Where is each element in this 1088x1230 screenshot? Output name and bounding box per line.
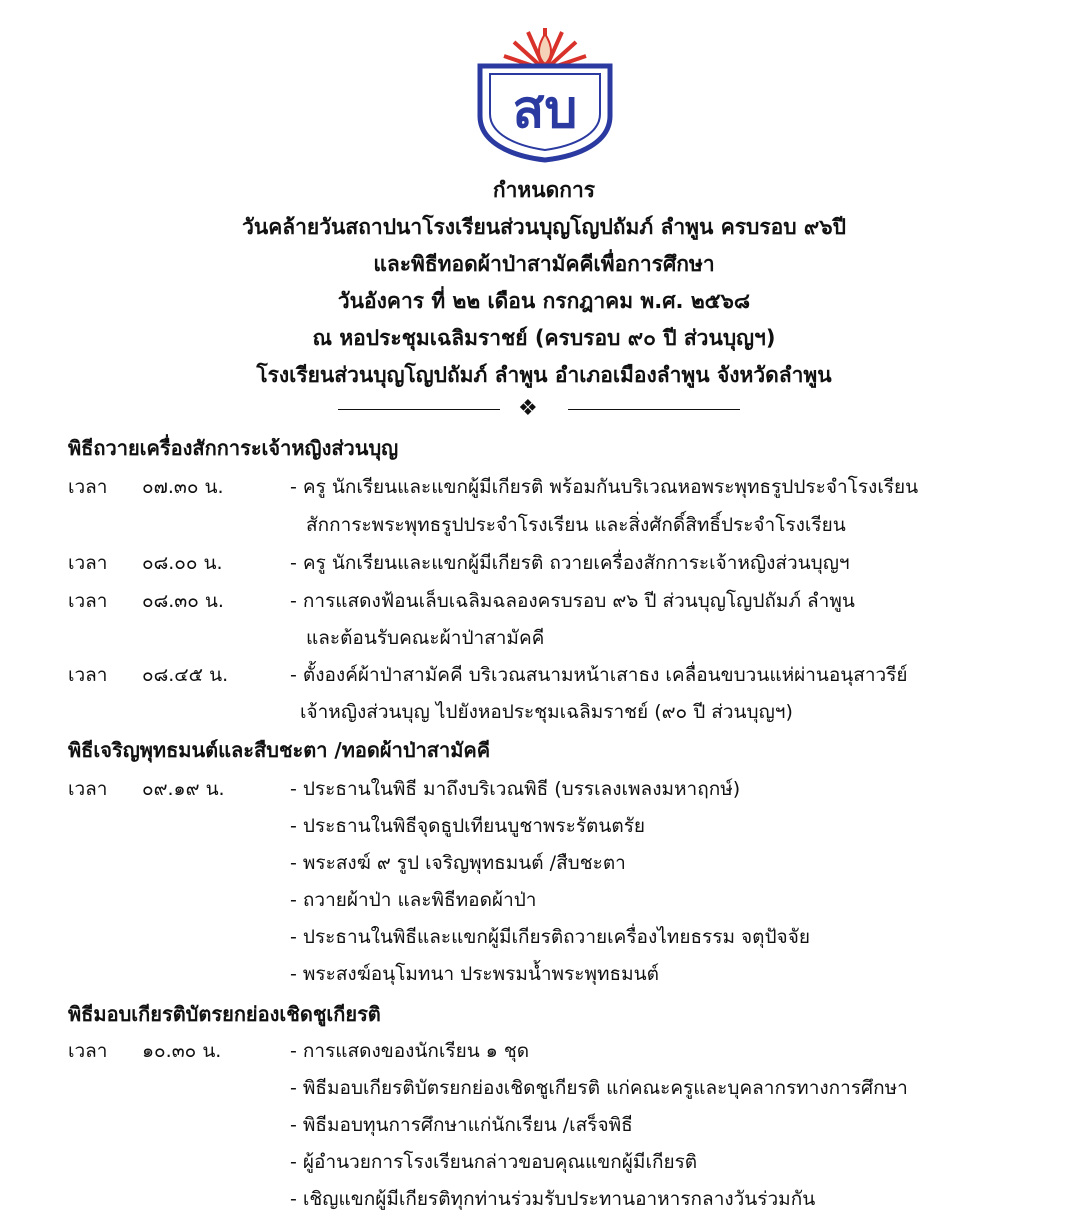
schedule-row [0, 1147, 1088, 1184]
activity-text: - การแสดงของนักเรียน ๑ ชุด [290, 1040, 530, 1062]
schedule-row [0, 774, 1088, 811]
time-label: เวลา [68, 664, 108, 686]
svg-text:สบ: สบ [512, 80, 578, 140]
schedule-row [0, 1073, 1088, 1110]
activity-text: - ประธานในพิธีจุดธูปเทียนบูชาพระรัตนตรัย [290, 815, 646, 837]
ornament-icon: ❖ [518, 396, 538, 421]
school-crest-icon [470, 14, 620, 164]
schedule-row [0, 1110, 1088, 1147]
schedule-row [0, 660, 1088, 697]
activity-text: - ถวายผ้าป่า และพิธีทอดผ้าป่า [290, 889, 537, 911]
time-value: ๐๙.๑๙ น. [142, 778, 225, 800]
section-title: พิธีเจริญพุทธมนต์และสืบชะตา /ทอดผ้าป่าสามัคคี [68, 738, 491, 762]
time-value: ๐๗.๓๐ น. [142, 476, 224, 498]
section-title: พิธีถวายเครื่องสักการะเจ้าหญิงส่วนบุญ [68, 436, 399, 460]
schedule-row [0, 848, 1088, 885]
schedule-row [0, 472, 1088, 509]
activity-text: - ผู้อำนวยการโรงเรียนกล่าวขอบคุณแขกผู้มีเกียรติ [290, 1151, 698, 1173]
schedule-row [0, 1184, 1088, 1221]
activity-text: - พิธีมอบเกียรติบัตรยกย่องเชิดชูเกียรติ แก่คณะครูและบุคลากรทางการศึกษา [290, 1077, 908, 1099]
activity-text: - การแสดงฟ้อนเล็บเฉลิมฉลองครบรอบ ๙๖ ปี ส่วนบุญโญปถัมภ์ ลำพูน [290, 590, 855, 612]
schedule-row [0, 811, 1088, 848]
header-school: โรงเรียนส่วนบุญโญปถัมภ์ ลำพูน อำเภอเมืองลำพูน จังหวัดลำพูน [256, 363, 832, 387]
divider-line-left [338, 409, 500, 410]
activity-continuation: เจ้าหญิงส่วนบุญ ไปยังหอประชุมเฉลิมราชย์ (๙๐ ปี ส่วนบุญฯ) [300, 701, 793, 723]
activity-text: - เชิญแขกผู้มีเกียรติทุกท่านร่วมรับประทานอาหารกลางวันร่วมกัน [290, 1188, 816, 1210]
activity-text: - ประธานในพิธีและแขกผู้มีเกียรติถวายเครื่องไทยธรรม จตุปัจจัย [290, 926, 810, 948]
section-title: พิธีมอบเกียรติบัตรยกย่องเชิดชูเกียรติ [68, 1002, 381, 1026]
activity-text: - ครู นักเรียนและแขกผู้มีเกียรติ พร้อมกันบริเวณหอพระพุทธรูปประจำโรงเรียน [290, 476, 919, 498]
schedule-row [0, 1036, 1088, 1073]
header-ceremony: และพิธีทอดผ้าป่าสามัคคีเพื่อการศึกษา [373, 252, 715, 276]
time-value: ๑๐.๓๐ น. [142, 1040, 222, 1062]
activity-text: - พระสงฆ์ ๙ รูป เจริญพุทธมนต์ /สืบชะตา [290, 852, 626, 874]
activity-continuation: สักการะพระพุทธรูปประจำโรงเรียน และสิ่งศักดิ์สิทธิ์ประจำโรงเรียน [306, 514, 846, 536]
header-title: กำหนดการ [492, 178, 596, 202]
activity-text: - ครู นักเรียนและแขกผู้มีเกียรติ ถวายเครื่องสักการะเจ้าหญิงส่วนบุญฯ [290, 552, 850, 574]
schedule-row [0, 548, 1088, 585]
header-date: วันอังคาร ที่ ๒๒ เดือน กรกฎาคม พ.ศ. ๒๕๖๘ [337, 289, 751, 313]
schedule-row [0, 885, 1088, 922]
school-logo [470, 14, 620, 164]
schedule-row [0, 959, 1088, 996]
time-value: ๐๘.๐๐ น. [142, 552, 223, 574]
time-label: เวลา [68, 1040, 108, 1062]
document-header [0, 172, 1088, 394]
divider [0, 396, 1088, 424]
time-value: ๐๘.๔๕ น. [142, 664, 229, 686]
divider-line-right [568, 409, 740, 410]
time-label: เวลา [68, 590, 108, 612]
schedule-row [0, 586, 1088, 623]
time-label: เวลา [68, 552, 108, 574]
activity-text: - ประธานในพิธี มาถึงบริเวณพิธี (บรรเลงเพลงมหาฤกษ์) [290, 778, 741, 800]
activity-text: - พิธีมอบทุนการศึกษาแก่นักเรียน /เสร็จพิธี [290, 1114, 633, 1136]
header-venue: ณ หอประชุมเฉลิมราชย์ (ครบรอบ ๙๐ ปี ส่วนบุญฯ) [312, 326, 776, 350]
time-label: เวลา [68, 476, 108, 498]
time-label: เวลา [68, 778, 108, 800]
schedule-row [0, 922, 1088, 959]
activity-continuation: และต้อนรับคณะผ้าป่าสามัคคี [306, 627, 545, 649]
time-value: ๐๘.๓๐ น. [142, 590, 224, 612]
activity-text: - พระสงฆ์อนุโมทนา ประพรมน้ำพระพุทธมนต์ [290, 963, 659, 985]
activity-text: - ตั้งองค์ผ้าป่าสามัคคี บริเวณสนามหน้าเสาธง เคลื่อนขบวนแห่ผ่านอนุสาวรีย์ [290, 664, 908, 686]
header-event: วันคล้ายวันสถาปนาโรงเรียนส่วนบุญโญปถัมภ์ ลำพูน ครบรอบ ๙๖ปี [242, 215, 846, 239]
